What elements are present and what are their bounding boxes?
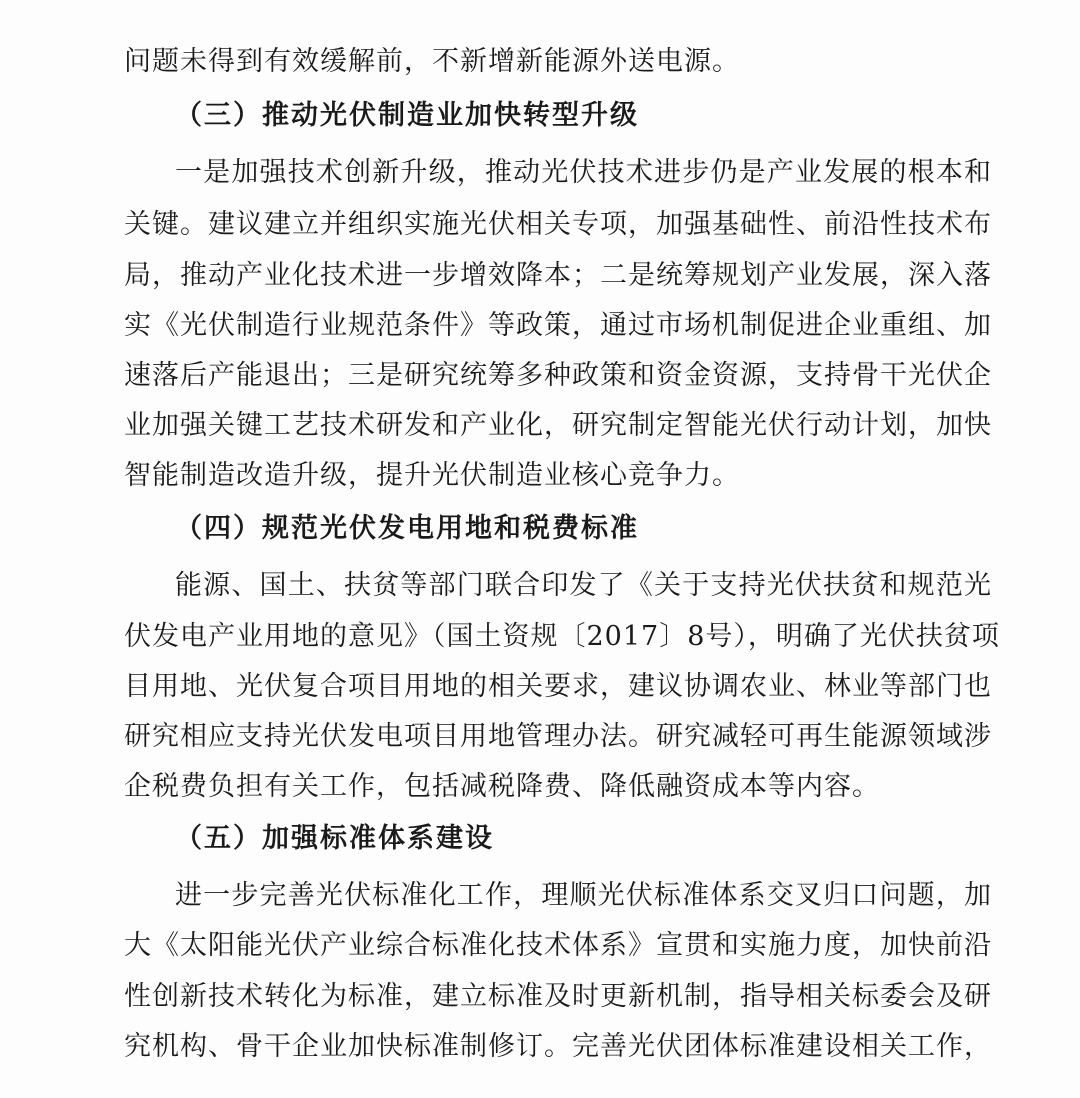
text-line: 局，推动产业化技术进一步增效降本；二是统筹规划产业发展，深入落 xyxy=(124,260,992,291)
text-line: 目用地、光伏复合项目用地的相关要求，建议协调农业、林业等部门也 xyxy=(124,671,992,702)
text-line: 一是加强技术创新升级，推动光伏技术进步仍是产业发展的根本和 xyxy=(175,157,992,188)
section-heading: （五）加强标准体系建设 xyxy=(175,823,494,854)
text-line: 研究相应支持光伏发电项目用地管理办法。研究减轻可再生能源领域涉 xyxy=(124,721,992,752)
text-line: 关键。建议建立并组织实施光伏相关专项，加强基础性、前沿性技术布 xyxy=(124,209,992,240)
text-line: 能源、国土、扶贫等部门联合印发了《关于支持光伏扶贫和规范光 xyxy=(175,570,992,601)
section-heading: （四）规范光伏发电用地和税费标准 xyxy=(175,513,639,544)
text-line: 速落后产能退出；三是研究统筹多种政策和资金资源，支持骨干光伏企 xyxy=(124,360,992,391)
text-line: 大《太阳能光伏产业综合标准化技术体系》宣贯和实施力度，加快前沿 xyxy=(124,930,992,961)
text-line: 伏发电产业用地的意见》（国土资规〔2017〕8号），明确了光伏扶贫项 xyxy=(124,621,1000,652)
text-line: 进一步完善光伏标准化工作，理顺光伏标准体系交叉归口问题，加 xyxy=(175,880,992,911)
text-line: 问题未得到有效缓解前，不新增新能源外送电源。 xyxy=(124,46,740,77)
text-line: 究机构、骨干企业加快标准制修订。完善光伏团体标准建设相关工作， xyxy=(124,1031,992,1062)
text-line: 性创新技术转化为标准，建立标准及时更新机制，指导相关标委会及研 xyxy=(124,981,992,1012)
text-line: 企税费负担有关工作，包括减税降费、降低融资成本等内容。 xyxy=(124,771,880,802)
text-line: 实《光伏制造行业规范条件》等政策，通过市场机制促进企业重组、加 xyxy=(124,310,992,341)
section-heading: （三）推动光伏制造业加快转型升级 xyxy=(175,100,639,131)
text-line: 智能制造改造升级，提升光伏制造业核心竞争力。 xyxy=(124,460,740,491)
text-line: 业加强关键工艺技术研发和产业化，研究制定智能光伏行动计划，加快 xyxy=(124,410,992,441)
